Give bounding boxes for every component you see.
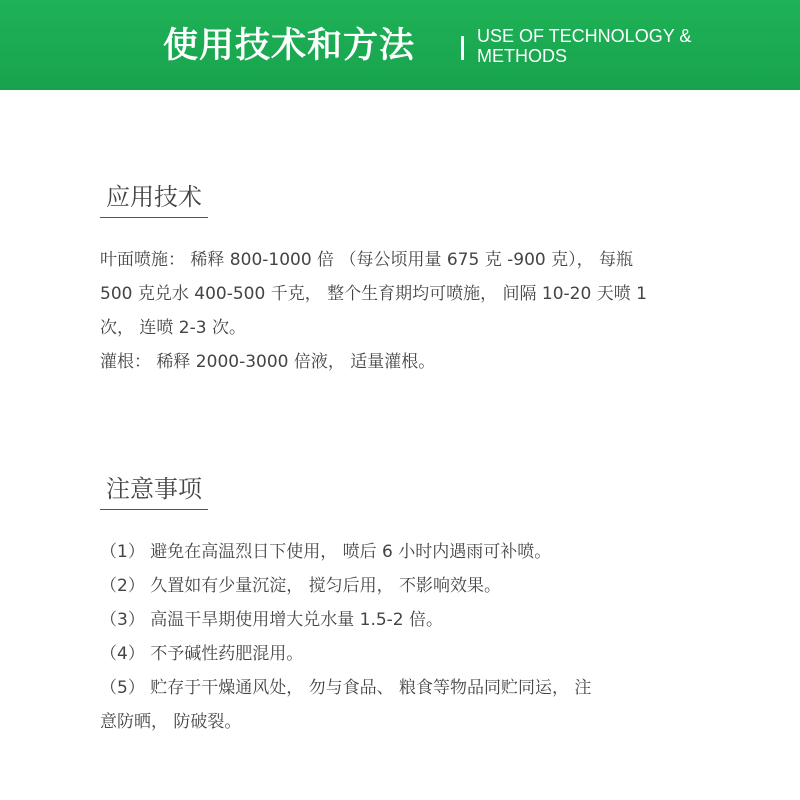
application-paragraph	[100, 243, 710, 379]
header-subtitle-line1: USE OF TECHNOLOGY &	[477, 26, 692, 46]
application-line: 叶面喷施： 稀释 800-1000 倍 （每公顷用量 675 克 -900 克）， 每瓶	[100, 250, 634, 270]
application-line: 次， 连喷 2-3 次。	[100, 318, 246, 338]
header-title: 使用技术和方法	[163, 26, 416, 66]
header-subtitle-line2: METHODS	[477, 46, 567, 66]
precaution-item: （4） 不予碱性药肥混用。	[100, 644, 304, 664]
precaution-item: （2） 久置如有少量沉淀， 搅匀后用， 不影响效果。	[100, 576, 502, 596]
application-heading: 应用技术	[100, 181, 208, 218]
precautions-heading: 注意事项	[100, 473, 208, 510]
precautions-list	[100, 535, 710, 739]
header-divider	[461, 36, 464, 60]
precaution-item: （5） 贮存于干燥通风处， 勿与食品、 粮食等物品同贮同运， 注	[100, 678, 592, 698]
header-banner	[0, 0, 800, 90]
application-line: 500 克兑水 400-500 千克， 整个生育期均可喷施， 间隔 10-20 天喷 1	[100, 284, 647, 304]
precaution-item: （3） 高温干旱期使用增大兑水量 1.5-2 倍。	[100, 610, 444, 630]
precaution-item: 意防晒， 防破裂。	[100, 712, 242, 732]
application-line: 灌根： 稀释 2000-3000 倍液， 适量灌根。	[100, 352, 436, 372]
precaution-item: （1） 避免在高温烈日下使用， 喷后 6 小时内遇雨可补喷。	[100, 542, 552, 562]
header-subtitle	[477, 26, 691, 66]
